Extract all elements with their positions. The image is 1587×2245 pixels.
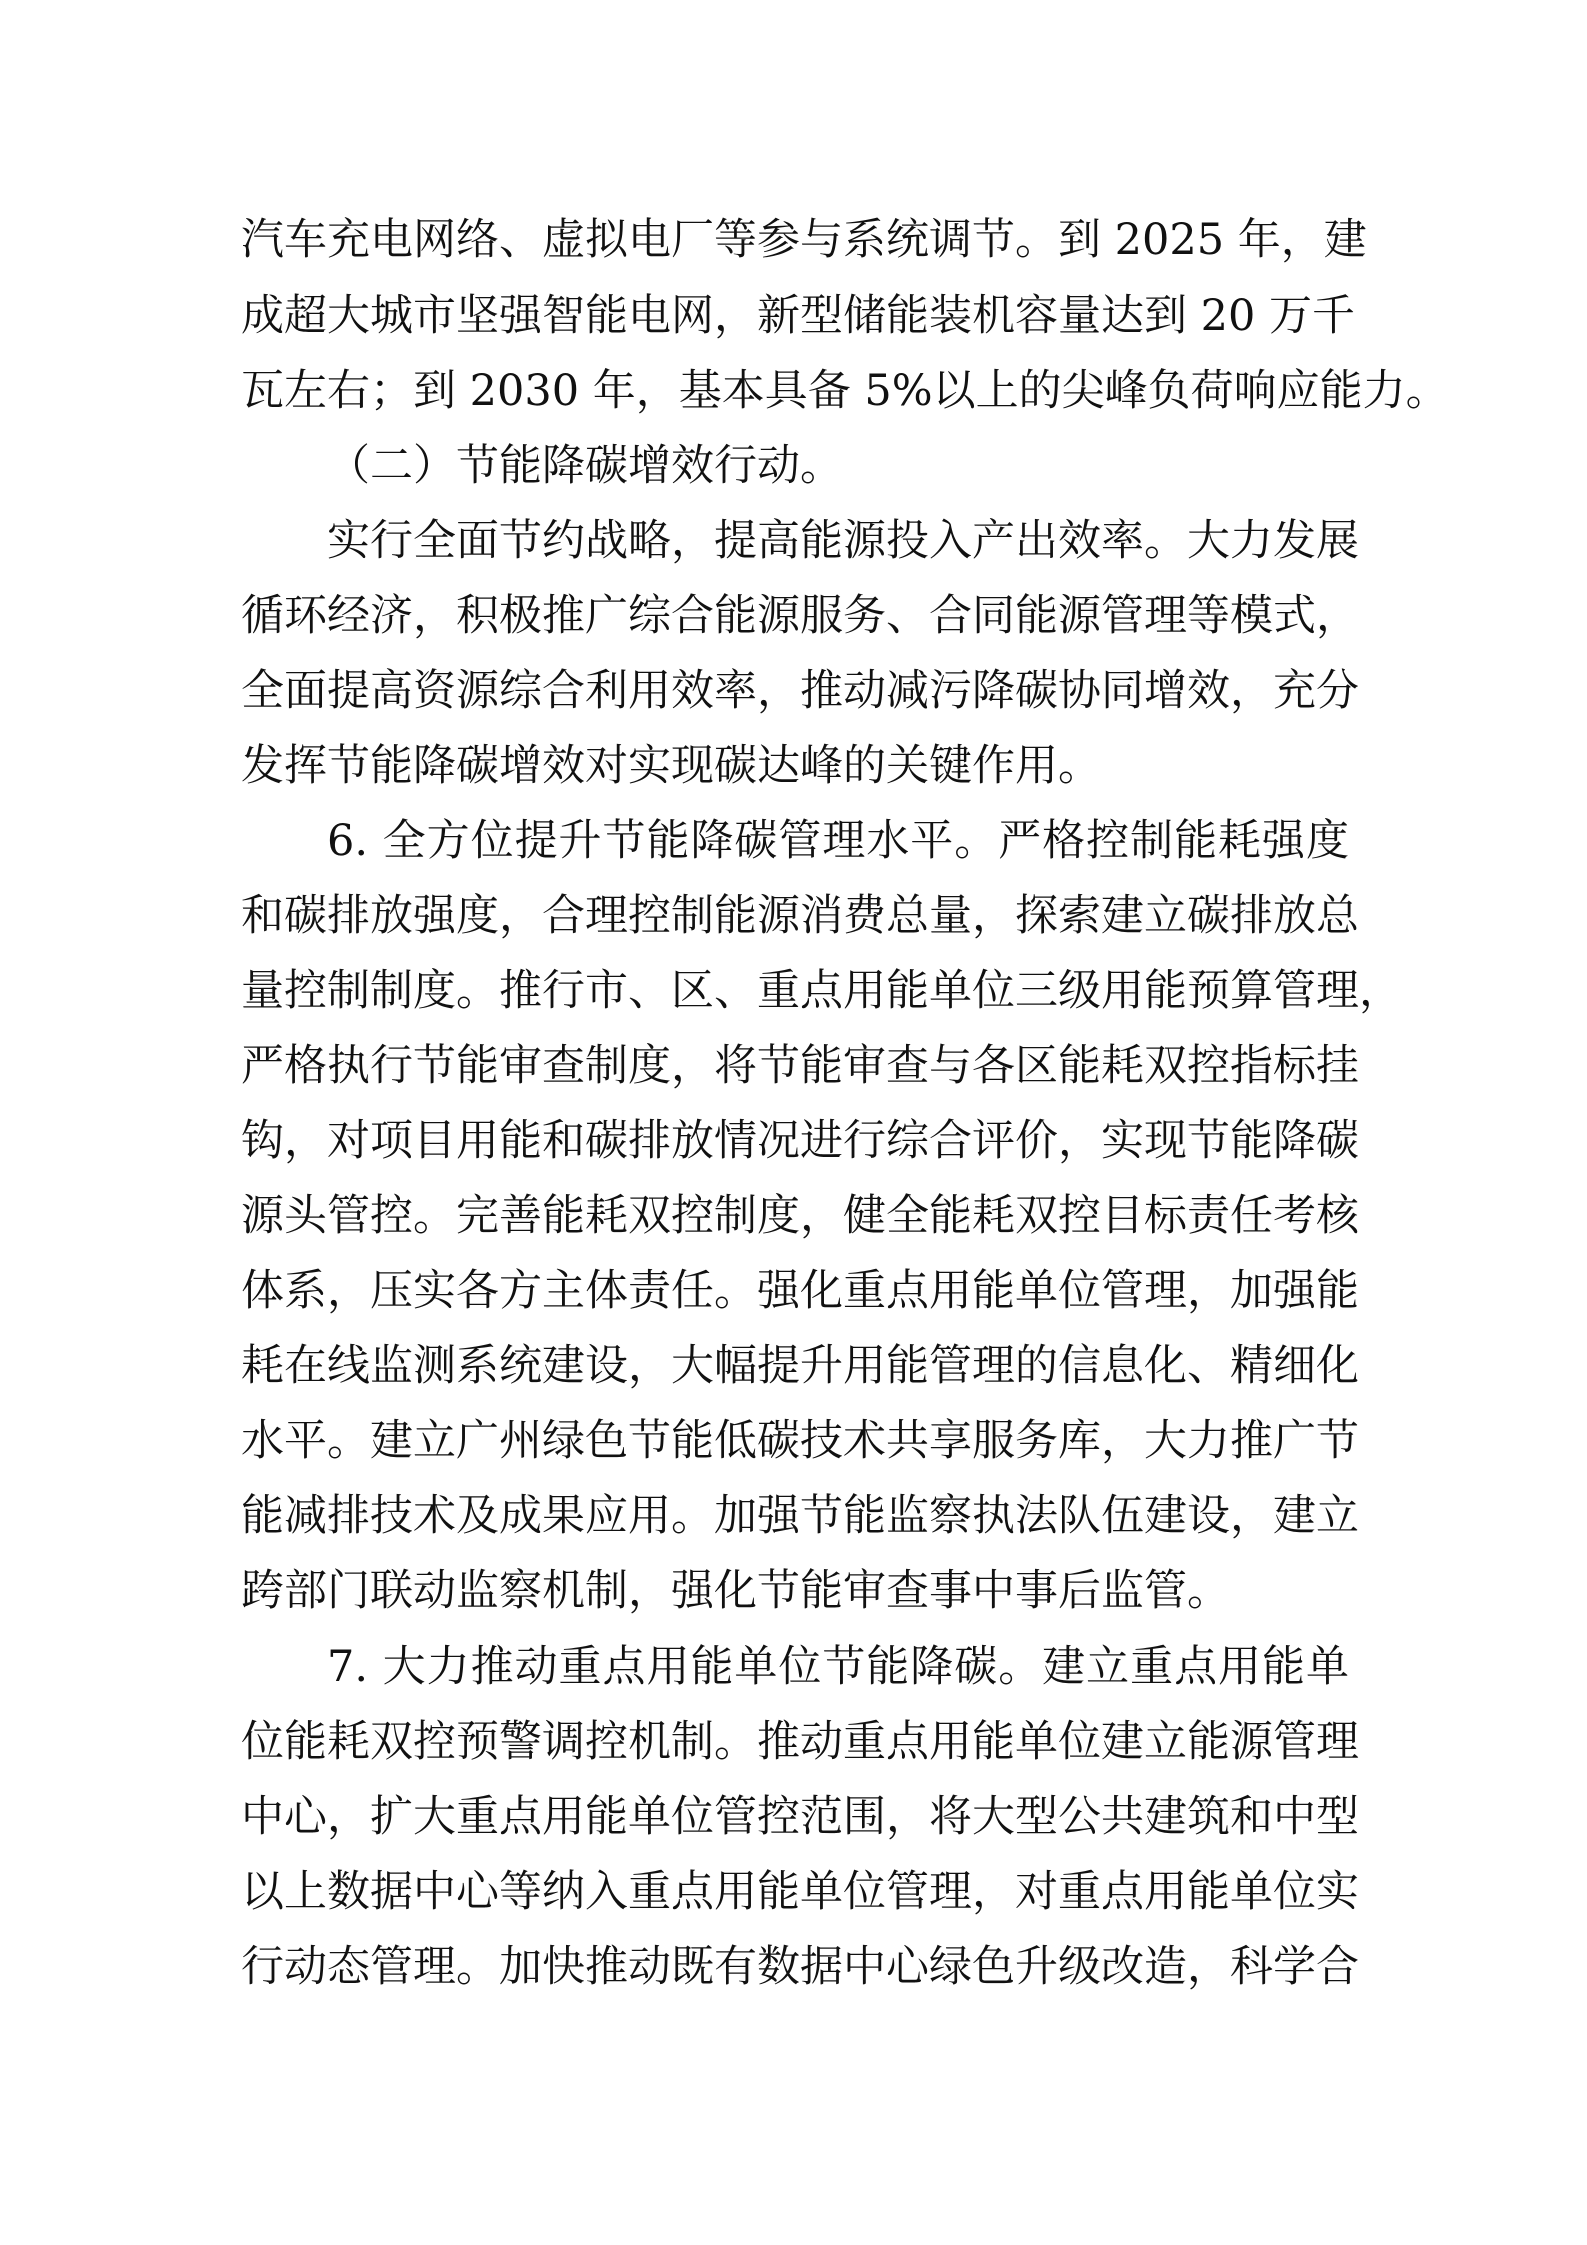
text-line-24: 行动态管理。加快推动既有数据中心绿色升级改造，科学合 — [241, 1942, 1359, 1992]
text-line-14: 源头管控。完善能耗双控制度，健全能耗双控目标责任考核 — [241, 1191, 1359, 1241]
paragraph-7-title-line: 7. 大力推动重点用能单位节能降碳。建立重点用能单 — [327, 1642, 1349, 1692]
text-line-15: 体系，压实各方主体责任。强化重点用能单位管理，加强能 — [241, 1266, 1359, 1316]
text-line-17: 水平。建立广州绿色节能低碳技术共享服务库，大力推广节 — [241, 1416, 1359, 1466]
text-line-3: 瓦左右；到 2030 年，基本具备 5%以上的尖峰负荷响应能力。 — [241, 366, 1449, 416]
text-line-11: 量控制制度。推行市、区、重点用能单位三级用能预算管理， — [241, 966, 1402, 1016]
section-heading: （二）节能降碳增效行动。 — [327, 441, 843, 491]
text-line-16: 耗在线监测系统建设，大幅提升用能管理的信息化、精细化 — [241, 1341, 1359, 1391]
text-line-21: 位能耗双控预警调控机制。推动重点用能单位建立能源管理 — [241, 1717, 1359, 1767]
text-line-8: 发挥节能降碳增效对实现碳达峰的关键作用。 — [241, 741, 1101, 791]
text-line-18: 能减排技术及成果应用。加强节能监察执法队伍建设，建立 — [241, 1491, 1359, 1541]
text-line-12: 严格执行节能审查制度，将节能审查与各区能耗双控指标挂 — [241, 1041, 1359, 1091]
text-line-10: 和碳排放强度，合理控制能源消费总量，探索建立碳排放总 — [241, 891, 1359, 941]
text-line-22: 中心，扩大重点用能单位管控范围，将大型公共建筑和中型 — [241, 1792, 1359, 1842]
text-line-2: 成超大城市坚强智能电网，新型储能装机容量达到 20 万千 — [241, 291, 1356, 341]
text-line-6: 循环经济，积极推广综合能源服务、合同能源管理等模式， — [241, 591, 1359, 641]
text-line-5: 实行全面节约战略，提高能源投入产出效率。大力发展 — [327, 516, 1359, 566]
text-line-23: 以上数据中心等纳入重点用能单位管理，对重点用能单位实 — [241, 1867, 1359, 1917]
text-line-1: 汽车充电网络、虚拟电厂等参与系统调节。到 2025 年，建 — [241, 215, 1367, 265]
paragraph-6-title-line: 6. 全方位提升节能降碳管理水平。严格控制能耗强度 — [327, 816, 1349, 866]
text-line-13: 钩，对项目用能和碳排放情况进行综合评价，实现节能降碳 — [241, 1116, 1359, 1166]
text-line-7: 全面提高资源综合利用效率，推动减污降碳协同增效，充分 — [241, 666, 1359, 716]
text-line-19: 跨部门联动监察机制，强化节能审查事中事后监管。 — [241, 1566, 1230, 1616]
